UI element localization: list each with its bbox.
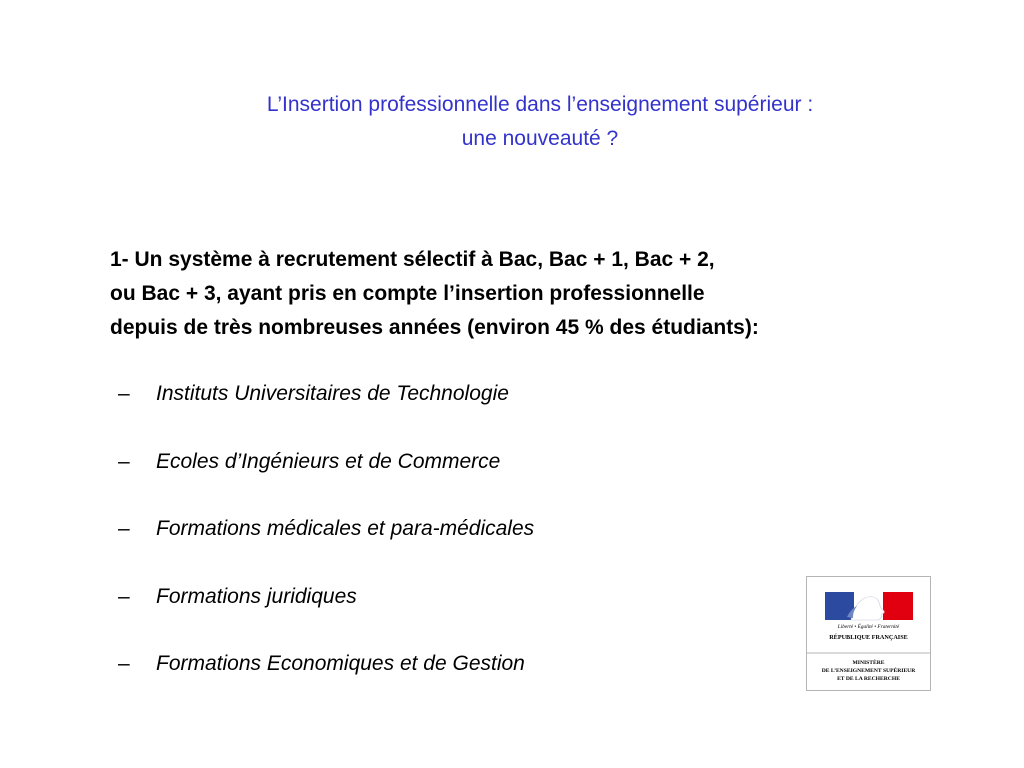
list-item-label: Ecoles d’Ingénieurs et de Commerce	[156, 449, 501, 473]
dash-marker: –	[118, 449, 130, 473]
list-item	[118, 648, 534, 716]
title-line-1: L’Insertion professionnelle dans l’enseignement supérieur :	[266, 93, 814, 116]
list-item-label: Formations juridiques	[156, 584, 357, 608]
motto-text: Liberté • Égalité • Fraternité	[837, 624, 900, 630]
republique-francaise-logo-icon	[807, 577, 930, 690]
list-item-label: Instituts Universitaires de Technologie	[156, 382, 509, 405]
list-item	[118, 446, 534, 514]
ministry-logo	[806, 576, 931, 691]
slide-title	[160, 88, 920, 156]
list-item	[118, 378, 534, 446]
ministry-line-2: DE L’ENSEIGNEMENT SUPÉRIEUR	[821, 668, 916, 674]
formations-list	[118, 378, 534, 716]
title-line-2: une nouveauté ?	[461, 127, 619, 150]
intro-line-2: ou Bac + 3, ayant pris en compte l’insertion professionnelle	[110, 282, 705, 305]
intro-line-3: depuis de très nombreuses années (environ 45 % des étudiants):	[110, 316, 759, 339]
republic-text: RÉPUBLIQUE FRANÇAISE	[829, 634, 908, 641]
list-item	[118, 581, 534, 649]
list-item	[118, 513, 534, 581]
list-item-label: Formations Economiques et de Gestion	[156, 652, 525, 675]
intro-line-1: 1- Un système à recrutement sélectif à Bac, Bac + 1, Bac + 2,	[110, 248, 715, 271]
intro-paragraph	[110, 243, 930, 345]
flag-red-band	[883, 592, 913, 620]
ministry-line-3: ET DE LA RECHERCHE	[837, 676, 900, 682]
ministry-line-1: MINISTÈRE	[852, 660, 885, 666]
dash-marker: –	[118, 382, 130, 405]
dash-marker: –	[118, 584, 130, 608]
list-item-label: Formations médicales et para-médicales	[156, 517, 535, 540]
dash-marker: –	[118, 652, 130, 675]
dash-marker: –	[118, 517, 130, 540]
